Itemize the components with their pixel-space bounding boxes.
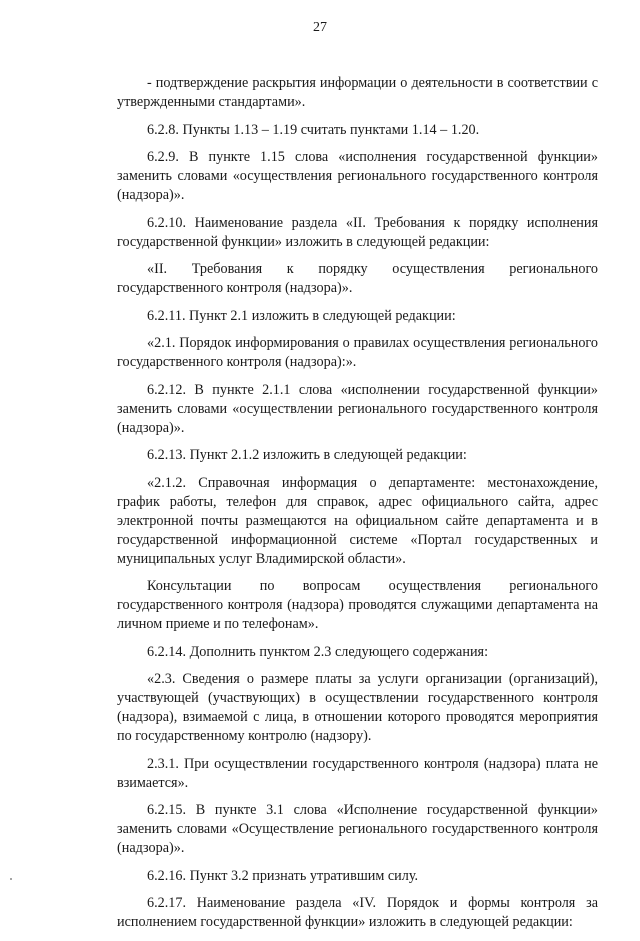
paragraph-section-ii-title: «II. Требования к порядку осуществления регионального государственного контроля (надзора)». — [117, 261, 598, 296]
paragraph-6-2-14: 6.2.14. Дополнить пунктом 2.3 следующего содержания: — [147, 643, 489, 660]
paragraph-disclosure: - подтверждение раскрытия информации о деятельности в соответствии с утвержденными стандартами». — [117, 75, 598, 110]
page-number: 27 — [313, 20, 327, 35]
paragraph-2-1: «2.1. Порядок информирования о правилах осуществления регионального государственного контроля (надзора):». — [117, 335, 598, 370]
paragraph-6-2-9: 6.2.9. В пункте 1.15 слова «исполнения государственной функции» заменить словами «осуществления регионального государственного контроля (надзора)». — [117, 149, 598, 203]
scan-speck — [10, 878, 12, 880]
paragraph-6-2-8: 6.2.8. Пункты 1.13 – 1.19 считать пунктами 1.14 – 1.20. — [147, 121, 480, 138]
paragraph-2-1-2: «2.1.2. Справочная информация о департаменте: местонахождение, график работы, телефон для справок, адрес официального сайта, адрес электронной почты размещаются на официальном сайте департамента и в государственной информационной системе «Портал государственных и муниципальных услуг Владимирской области». — [117, 474, 598, 567]
paragraph-2-3-1: 2.3.1. При осуществлении государственного контроля (надзора) плата не взимается». — [117, 755, 598, 791]
document-body — [117, 74, 598, 941]
paragraph-6-2-11: 6.2.11. Пункт 2.1 изложить в следующей редакции: — [147, 307, 456, 324]
paragraph-6-2-13: 6.2.13. Пункт 2.1.2 изложить в следующей редакции: — [147, 447, 467, 463]
paragraph-6-2-10: 6.2.10. Наименование раздела «II. Требования к порядку исполнения государственной функции» изложить в следующей редакции: — [117, 214, 598, 250]
paragraph-2-3: «2.3. Сведения о размере платы за услуги организации (организаций), участвующей (участвующих) в осуществлении государственного контроля (надзора), взимаемой с лица, в отношении которого проводятся мероприятия по государственному контролю (надзору). — [117, 671, 598, 744]
paragraph-6-2-16: 6.2.16. Пункт 3.2 признать утратившим силу. — [147, 867, 419, 884]
paragraph-6-2-12: 6.2.12. В пункте 2.1.1 слова «исполнении государственной функции» заменить словами «осуществлении регионального государственного контроля (надзора)». — [117, 381, 598, 436]
paragraph-6-2-15: 6.2.15. В пункте 3.1 слова «Исполнение государственной функции» заменить словами «Осуществление регионального государственного контроля (надзора)». — [117, 802, 598, 856]
paragraph-consultations: Консультации по вопросам осуществления регионального государственного контроля (надзора) проводятся служащими департамента на личном приеме и по телефонам». — [117, 578, 598, 632]
paragraph-6-2-17: 6.2.17. Наименование раздела «IV. Порядок и формы контроля за исполнением государственной функции» изложить в следующей редакции: — [117, 895, 598, 930]
